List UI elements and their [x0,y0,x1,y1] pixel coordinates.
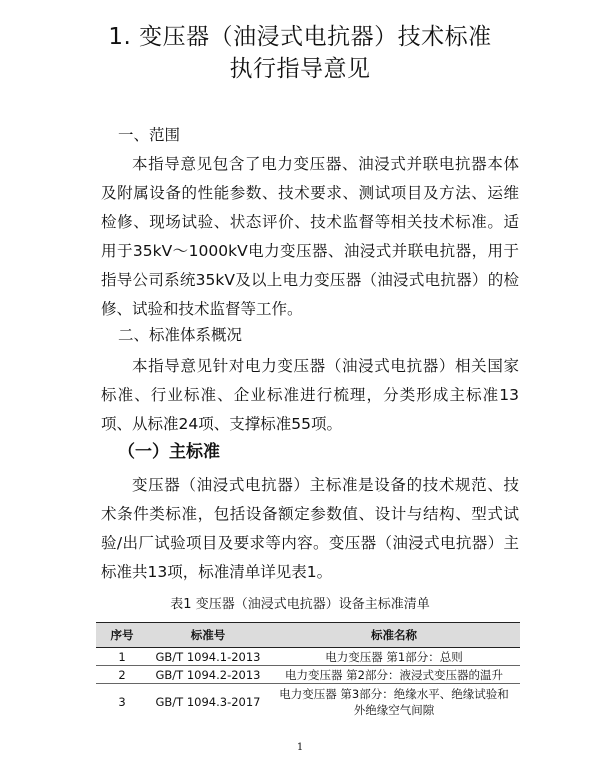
standards-table [96,622,520,720]
cell-index: 3 [118,695,126,709]
section-body-overview: 本指导意见针对电力变压器（油浸式电抗器）相关国家标准、行业标准、企业标准进行梳理，分类形成主标准13项、从标准24项、支撑标准55项。 [101,357,519,433]
section-heading-overview: 二、标准体系概况 [118,326,243,344]
cell-standard-no: GB/T 1094.2-2013 [148,666,268,684]
page-number: 1 [296,742,304,753]
cell-standard-name: 电力变压器 第1部分：总则 [268,648,520,666]
document-title: 1. 变压器（油浸式电抗器）技术标准 [108,24,492,50]
section-body-scope: 本指导意见包含了电力变压器、油浸式并联电抗器本体及附属设备的性能参数、技术要求、测试项目及方法、运维检修、现场试验、状态评价、技术监督等相关技术标准。适用于35kV～1000kV电力变压器、油浸式并联电抗器，用于指导公司系统35kV及以上电力变压器（油浸式电抗器）的检修、试验和技术监督等工作。 [101,155,519,318]
column-header-standard-no: 标准号 [148,623,268,648]
section-heading-scope: 一、范围 [118,126,181,144]
column-header-standard-name: 标准名称 [268,623,520,648]
table-row [96,648,520,666]
cell-standard-no: GB/T 1094.1-2013 [148,648,268,666]
section-body-main-standards: 变压器（油浸式电抗器）主标准是设备的技术规范、技术条件类标准，包括设备额定参数值、设计与结构、型式试验/出厂试验项目及要求等内容。变压器（油浸式电抗器）主标准共13项，标准清单详见表1。 [101,476,519,581]
table-caption: 表1 变压器（油浸式电抗器）设备主标准清单 [170,597,430,612]
column-header-index: 序号 [96,623,148,648]
table-row [96,684,520,721]
cell-standard-name: 电力变压器 第3部分：绝缘水平、绝缘试验和外绝缘空气间隙 [279,687,509,717]
cell-standard-no: GB/T 1094.3-2017 [155,695,261,709]
table-row [96,666,520,684]
cell-index: 2 [96,666,148,684]
table-header-row [96,623,520,648]
cell-standard-name: 电力变压器 第2部分：液浸式变压器的温升 [268,666,520,684]
document-subtitle: 执行指导意见 [229,56,371,82]
cell-index: 1 [96,648,148,666]
section-heading-main-standards: （一）主标准 [118,442,220,462]
